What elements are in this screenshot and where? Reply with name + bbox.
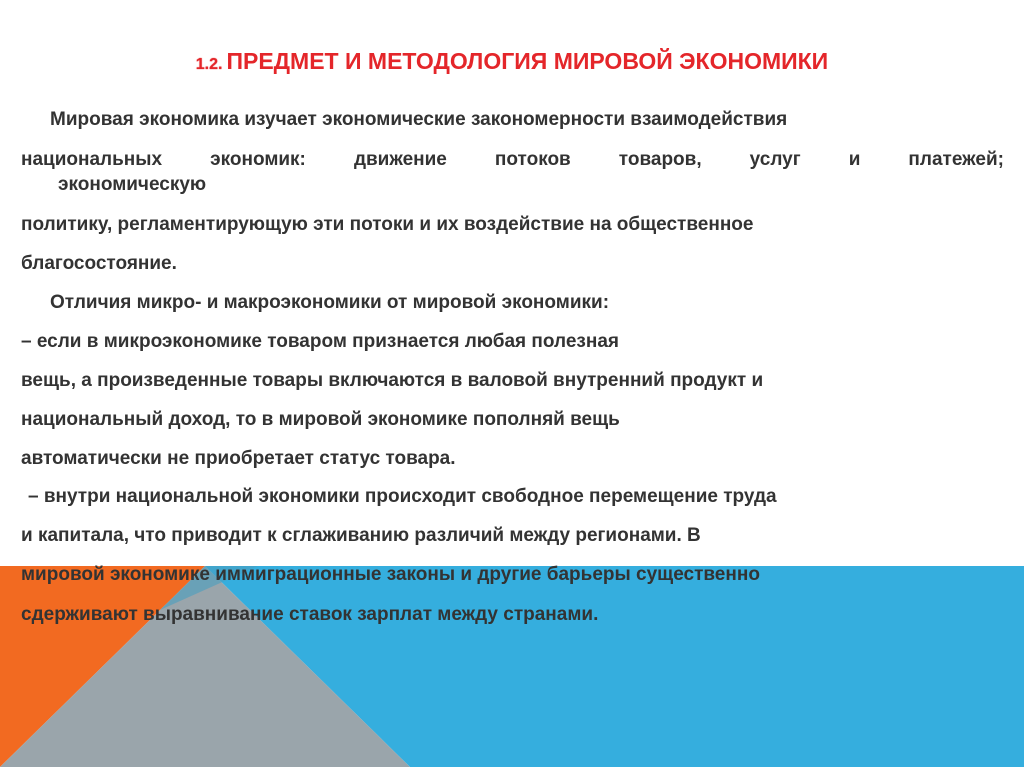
text-line: Мировая экономика изучает экономические закономерности взаимодействия xyxy=(50,109,788,130)
text-line: Отличия микро- и макроэкономики от мировой экономики: xyxy=(50,292,610,313)
text-line: сдерживают выравнивание ставок зарплат между странами. xyxy=(21,604,599,625)
word: движение xyxy=(353,149,447,170)
justified-text-line xyxy=(21,148,1004,172)
title-text: ПРЕДМЕТ И МЕТОДОЛОГИЯ МИРОВОЙ ЭКОНОМИКИ xyxy=(226,48,829,74)
word: потоков xyxy=(494,149,571,170)
text-line: благосостояние. xyxy=(21,253,177,274)
text-line: автоматически не приобретает статус товара. xyxy=(21,448,456,469)
word: экономик: xyxy=(210,149,306,170)
slide-title xyxy=(0,47,1024,79)
text-line: и капитала, что приводит к сглаживанию различий между регионами. В xyxy=(21,525,701,546)
title-number: 1.2. xyxy=(195,56,223,73)
text-line: национальный доход, то в мировой экономике пополняй вещь xyxy=(21,409,620,430)
word: платежей; xyxy=(908,149,1004,170)
text-line: экономическую xyxy=(58,174,207,195)
text-line: мировой экономике иммиграционные законы и другие барьеры существенно xyxy=(21,564,760,585)
text-line: – если в микроэкономике товаром признается любая полезная xyxy=(21,331,619,352)
word: и xyxy=(848,149,861,170)
text-line: – внутри национальной экономики происходит свободное перемещение труда xyxy=(28,486,777,507)
text-line: вещь, а произведенные товары включаются в валовой внутренний продукт и xyxy=(21,370,764,391)
word: услуг xyxy=(749,149,801,170)
word: товаров, xyxy=(618,149,702,170)
word: национальных xyxy=(21,149,163,170)
text-line: политику, регламентирующую эти потоки и их воздействие на общественное xyxy=(21,214,754,235)
